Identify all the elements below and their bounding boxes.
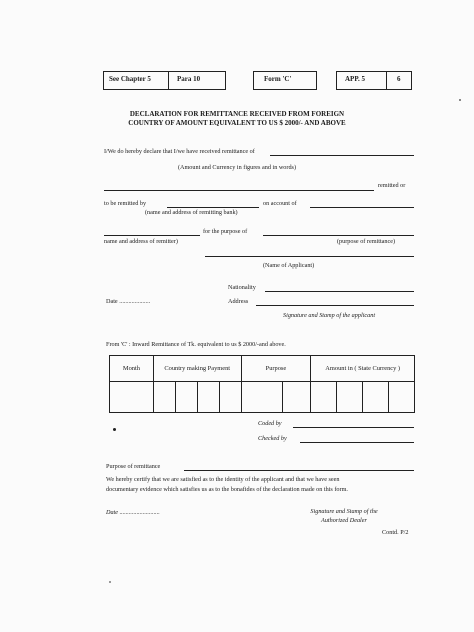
applicant-caption: (Name of Applicant): [263, 262, 315, 269]
header-divider: [386, 72, 387, 89]
header-box-form: [253, 71, 317, 90]
purpose-field[interactable]: [263, 235, 414, 236]
declaration-intro: I/We do hereby declare that I/we have received remittance of: [104, 148, 255, 155]
purpose-of-remittance-field[interactable]: [184, 470, 414, 471]
nationality-label: Nationality: [228, 284, 256, 291]
table-cell[interactable]: [153, 382, 175, 413]
nationality-field[interactable]: [265, 291, 414, 292]
dealer-signature-line2: Authorized Dealer: [321, 517, 367, 524]
to-be-remitted-label: to be remitted by: [104, 200, 147, 207]
table-header-amount: Amount in ( State Currency ): [311, 356, 415, 382]
table-cell[interactable]: [311, 382, 337, 413]
stray-dot: [113, 428, 116, 431]
remitter-caption: name and address of remitter): [104, 238, 178, 245]
applicant-signature-label: Signature and Stamp of the applicant: [283, 312, 376, 319]
on-account-of-label: on account of: [263, 200, 297, 207]
purpose-caption: (purpose of remittance): [337, 238, 396, 245]
inward-heading: From 'C' : Inward Remittance of Tk. equivalent to us $ 2000/-and above.: [106, 341, 286, 348]
table-row: [110, 382, 415, 413]
address-field[interactable]: [256, 305, 414, 306]
continued-note: Contd. P/2: [382, 529, 409, 536]
checked-by-label: Checked by: [258, 435, 287, 442]
header-app: APP. 5: [345, 75, 365, 83]
table-cell[interactable]: [219, 382, 241, 413]
scan-speck: [109, 581, 111, 583]
header-chapter: See Chapter 5: [109, 75, 151, 83]
header-page-no: 6: [397, 75, 401, 83]
on-account-of-field[interactable]: [310, 207, 414, 208]
table-cell[interactable]: [197, 382, 219, 413]
table-cell[interactable]: [363, 382, 389, 413]
table-cell[interactable]: [175, 382, 197, 413]
header-para: Para 10: [177, 75, 201, 83]
coded-by-field[interactable]: [293, 427, 414, 428]
address-label: Address: [228, 298, 249, 305]
dealer-date-label: Date ..........................: [106, 509, 160, 516]
scan-speck: [459, 99, 461, 101]
amount-field[interactable]: [270, 155, 414, 156]
purpose-of-remittance-label: Purpose of remittance: [106, 463, 161, 470]
remitter-field[interactable]: [104, 235, 200, 236]
bank-caption: (name and address of remitting bank): [145, 209, 238, 216]
table-header-month: Month: [110, 356, 154, 382]
remitted-or-label: remitted or: [378, 182, 406, 189]
table-header-country: Country making Payment: [153, 356, 241, 382]
form-title-line2: COUNTRY OF AMOUNT EQUIVALENT TO US $ 2000/- AND ABOVE: [128, 119, 346, 127]
date-label: Date ....................: [106, 298, 151, 305]
applicant-name-field[interactable]: [205, 256, 414, 257]
table-cell[interactable]: [389, 382, 415, 413]
for-purpose-label: for the purpose of: [203, 228, 248, 235]
certification-line2: documentary evidence which satisfies us as to the bonafides of the declaration made on this form.: [106, 486, 348, 493]
header-box-chapter-para: [103, 71, 226, 90]
header-divider: [168, 72, 169, 89]
form-title-line1: DECLARATION FOR REMITTANCE RECEIVED FROM FOREIGN: [129, 110, 345, 118]
inward-remittance-table: [109, 355, 415, 413]
table-cell[interactable]: [283, 382, 311, 413]
table-cell[interactable]: [337, 382, 363, 413]
table-cell[interactable]: [241, 382, 283, 413]
amount-words-field[interactable]: [104, 190, 374, 191]
header-form: Form 'C': [264, 75, 292, 83]
amount-caption: (Amount and Currency in figures and in words): [177, 164, 297, 171]
checked-by-field[interactable]: [300, 442, 414, 443]
remitting-bank-field[interactable]: [167, 207, 259, 208]
dealer-signature-line1: Signature and Stamp of the: [310, 508, 378, 515]
table-cell[interactable]: [110, 382, 154, 413]
table-header-purpose: Purpose: [241, 356, 311, 382]
coded-by-label: Coded by: [258, 420, 282, 427]
header-box-app: [336, 71, 412, 90]
certification-line1: We hereby certify that we are satisfied as to the identity of the applicant and that we have seen: [106, 476, 340, 483]
